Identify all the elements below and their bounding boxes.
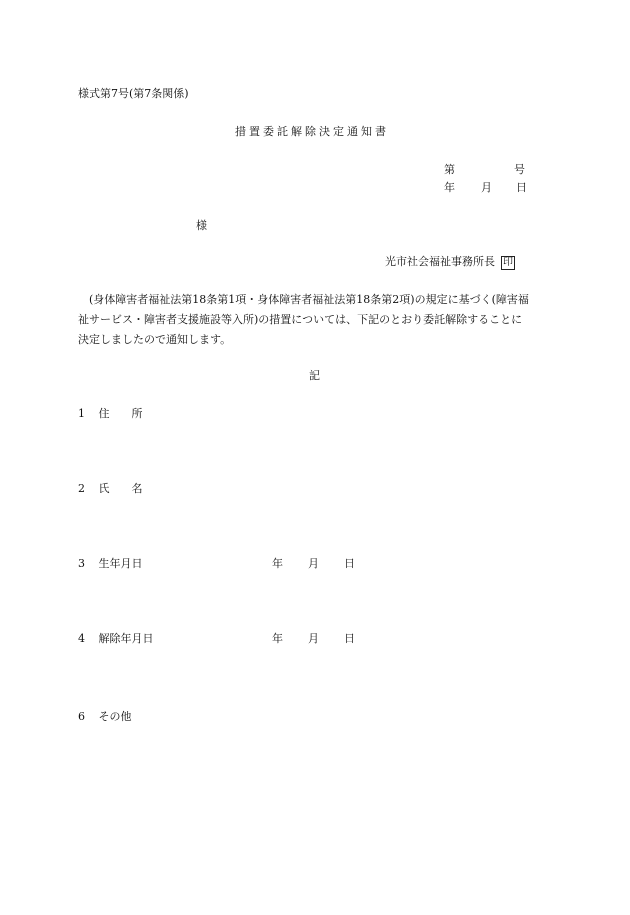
item-label: 氏 名 — [98, 482, 143, 495]
item-number: 1 — [78, 407, 85, 420]
birthdate-day: 日 — [344, 557, 355, 570]
item-address — [78, 408, 143, 419]
date-month: 月 — [481, 181, 492, 194]
item-birthdate — [78, 558, 143, 569]
doc-number-prefix: 第 — [444, 163, 455, 176]
item-number: 6 — [78, 710, 85, 723]
release-month: 月 — [308, 632, 319, 645]
birthdate-month: 月 — [308, 557, 319, 570]
item-label: 住 所 — [98, 407, 143, 420]
item-other — [78, 711, 132, 722]
doc-number-suffix: 号 — [514, 163, 525, 176]
item-number: 4 — [78, 632, 85, 645]
item-number: 3 — [78, 557, 85, 570]
form-number: 様式第7号(第7条関係) — [78, 87, 189, 100]
date-year: 年 — [444, 181, 455, 194]
release-year: 年 — [272, 632, 283, 645]
document-title: 措置委託解除決定通知書 — [235, 125, 389, 138]
item-label: 生年月日 — [98, 557, 143, 570]
addressee-suffix: 様 — [196, 219, 207, 232]
item-release-date — [78, 633, 154, 644]
item-number: 2 — [78, 482, 85, 495]
body-line-3: 決定しましたので通知します。 — [78, 333, 232, 346]
body-line-1: (身体障害者福祉法第18条第1項・身体障害者福祉法第18条第2項)の規定に基づく(障害福 — [89, 293, 529, 306]
release-day: 日 — [344, 632, 355, 645]
body-text — [78, 290, 558, 350]
ki-heading: 記 — [309, 369, 320, 382]
date-day: 日 — [516, 181, 527, 194]
item-label: その他 — [98, 710, 132, 723]
body-line-2: 祉サービス・障害者支援施設等入所)の措置については、下記のとおり委託解除することに — [78, 313, 523, 326]
item-label: 解除年月日 — [98, 632, 154, 645]
birthdate-year: 年 — [272, 557, 283, 570]
item-name — [78, 483, 143, 494]
issuer-name: 光市社会福祉事務所長 — [385, 255, 495, 268]
issuer-line — [385, 256, 515, 270]
seal-mark: 印 — [503, 257, 513, 268]
